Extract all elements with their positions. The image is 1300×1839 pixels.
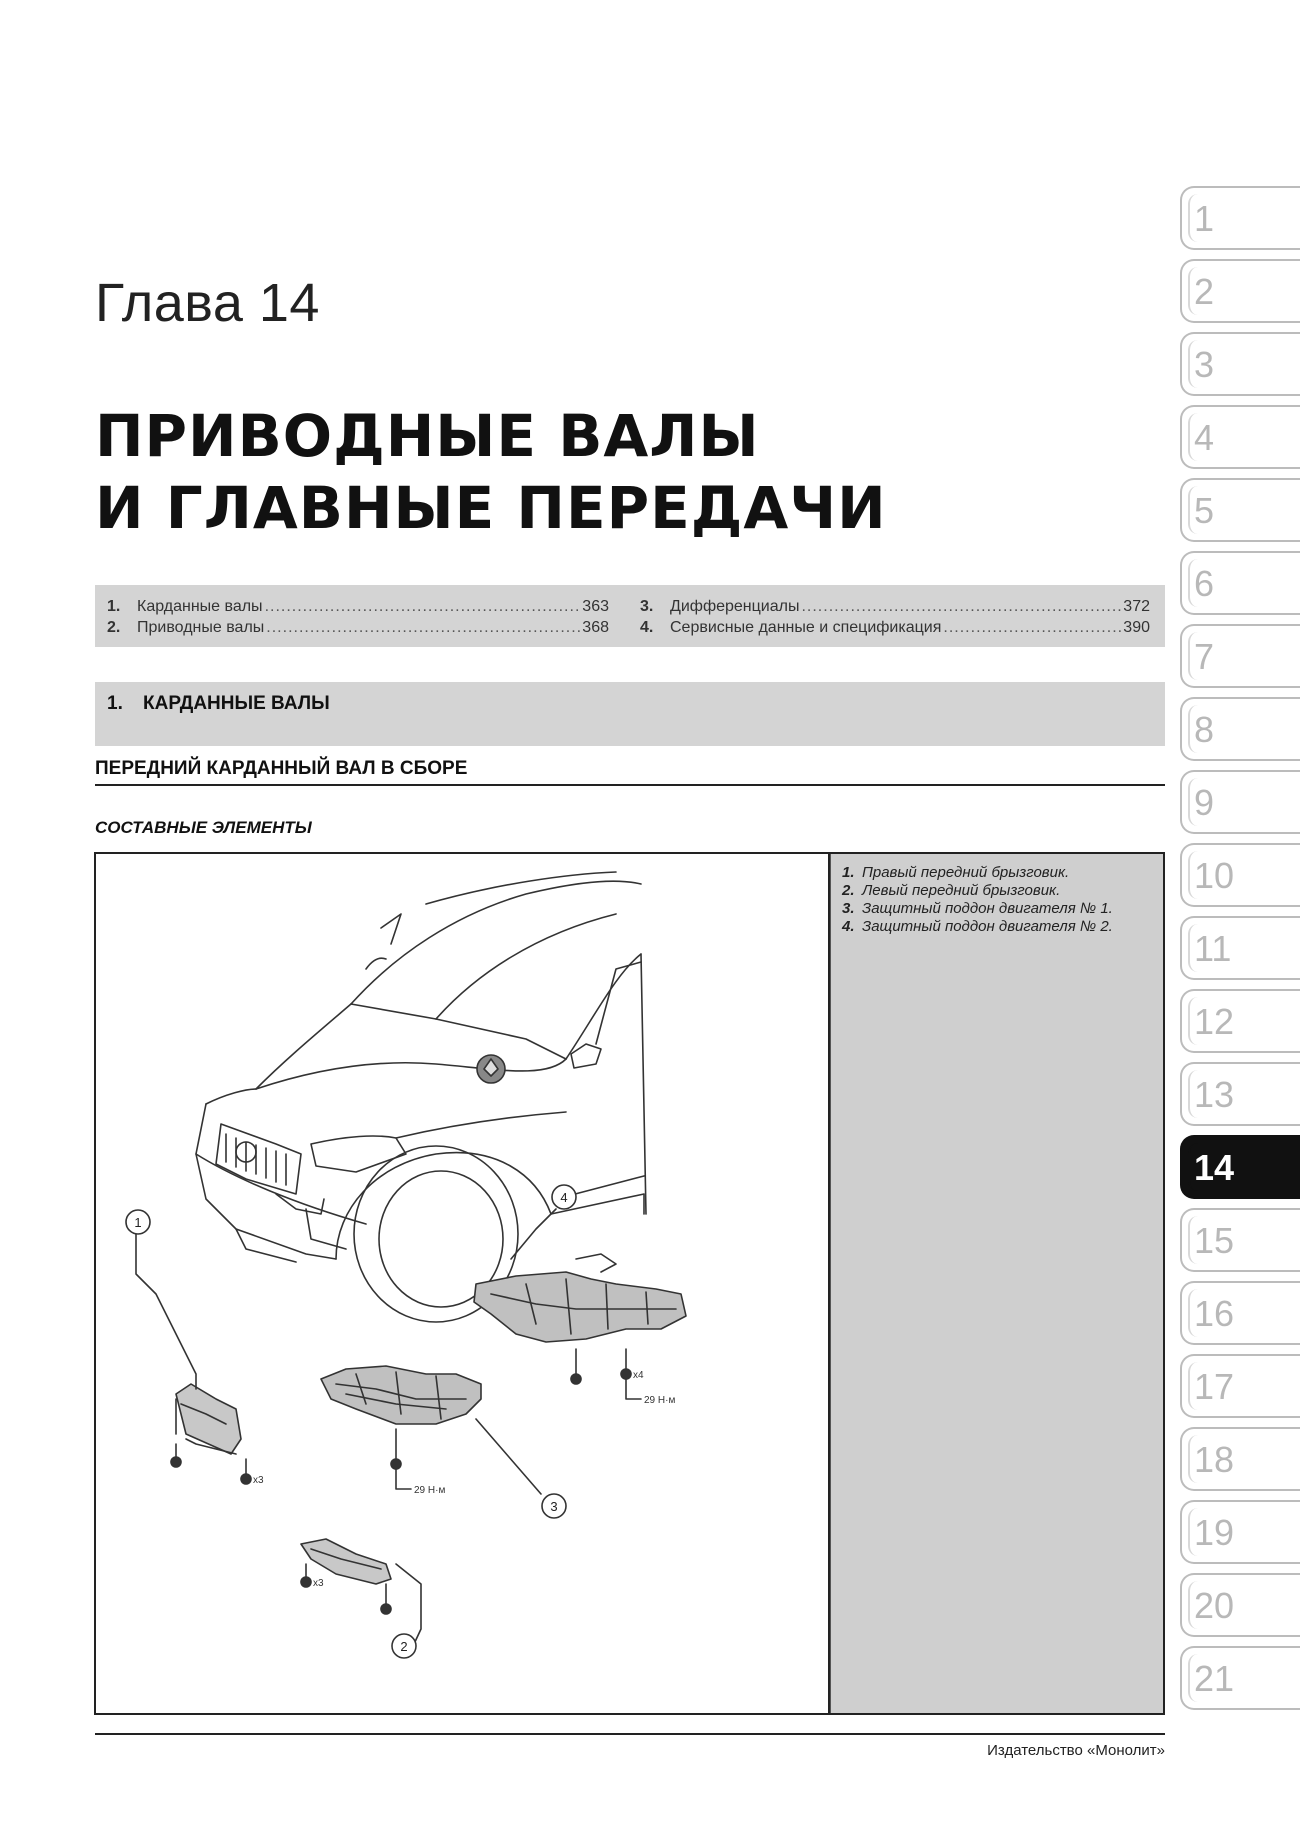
- toc-entry-page: 368: [582, 619, 609, 636]
- subsection-heading: ПЕРЕДНИЙ КАРДАННЫЙ ВАЛ В СБОРЕ: [95, 758, 1165, 786]
- legend-item-text: Защитный поддон двигателя № 2.: [862, 918, 1113, 935]
- chapter-tab-4[interactable]: [1180, 405, 1300, 469]
- chapter-tab-label: 17: [1194, 1366, 1235, 1407]
- part-2-left-splash-shield: [301, 1539, 391, 1614]
- chapter-tab-8[interactable]: [1180, 697, 1300, 761]
- callout-number: 4: [560, 1190, 568, 1205]
- legend-item: [842, 864, 1151, 882]
- callout-2: [392, 1634, 416, 1658]
- chapter-tab-5[interactable]: [1180, 478, 1300, 542]
- chapter-title-line-2: И ГЛАВНЫЕ ПЕРЕДАЧИ: [95, 474, 887, 542]
- leader-line-1: [136, 1234, 196, 1389]
- toc-entry[interactable]: [640, 598, 1150, 619]
- legend-item: [842, 882, 1151, 900]
- toc-entry[interactable]: [107, 619, 609, 640]
- chapter-tab-20[interactable]: [1180, 1573, 1300, 1637]
- chapter-tab-label: 16: [1194, 1293, 1235, 1334]
- publisher-credit: Издательство «Монолит»: [987, 1742, 1165, 1759]
- callout-1: [126, 1210, 150, 1234]
- toc-leader-dots: [801, 598, 1121, 616]
- chapter-tabs: [1180, 186, 1300, 1719]
- leader-line-2: [396, 1564, 421, 1644]
- chapter-label: Глава 14: [95, 273, 320, 333]
- chapter-tab-label: 15: [1194, 1220, 1235, 1261]
- chapter-tab-label: 8: [1194, 709, 1215, 750]
- chapter-tab-12[interactable]: [1180, 989, 1300, 1053]
- chapter-tab-label: 12: [1194, 1001, 1235, 1042]
- chapter-tab-11[interactable]: [1180, 916, 1300, 980]
- callout-number: 2: [400, 1639, 408, 1654]
- section-title: КАРДАННЫЕ ВАЛЫ: [143, 693, 330, 714]
- part-4-engine-under-cover-2: [474, 1254, 686, 1399]
- legend-item-text: Правый передний брызговик.: [862, 864, 1070, 881]
- vehicle-outline: [196, 872, 646, 1322]
- chapter-tab-19[interactable]: [1180, 1500, 1300, 1564]
- chapter-tab-label: 21: [1194, 1658, 1235, 1699]
- chapter-tab-21[interactable]: [1180, 1646, 1300, 1710]
- chapter-tab-label: 20: [1194, 1585, 1235, 1626]
- qty-annotation: x3: [253, 1475, 264, 1486]
- chapter-tab-7[interactable]: [1180, 624, 1300, 688]
- chapter-title-line-1: ПРИВОДНЫЕ ВАЛЫ: [95, 402, 760, 470]
- toc-leader-dots: [266, 619, 580, 637]
- part-1-right-splash-shield: [171, 1384, 251, 1484]
- chapter-tab-15[interactable]: [1180, 1208, 1300, 1272]
- toc-entry-number: 3.: [640, 598, 654, 615]
- part-3-engine-under-cover-1: [321, 1366, 481, 1489]
- chapter-tab-6[interactable]: [1180, 551, 1300, 615]
- toc-entry-title: Дифференциалы: [670, 598, 800, 615]
- chapter-tab-9[interactable]: [1180, 770, 1300, 834]
- toc-entry-page: 372: [1123, 598, 1150, 615]
- legend-item-number: 1.: [842, 864, 855, 881]
- chapter-tab-label: 11: [1194, 928, 1232, 969]
- callout-number: 1: [134, 1215, 142, 1230]
- chapter-tab-13[interactable]: [1180, 1062, 1300, 1126]
- toc-entry-number: 1.: [107, 598, 121, 615]
- chapter-tab-label: 9: [1194, 782, 1215, 823]
- table-of-contents: [95, 585, 1165, 647]
- legend-item-number: 2.: [842, 882, 855, 899]
- chapter-tab-3[interactable]: [1180, 332, 1300, 396]
- chapter-tab-18[interactable]: [1180, 1427, 1300, 1491]
- toc-leader-dots: [943, 619, 1121, 637]
- chapter-tab-label: 13: [1194, 1074, 1235, 1115]
- section-heading: [95, 682, 1165, 746]
- callout-4: [552, 1185, 576, 1209]
- chapter-title: [95, 400, 887, 544]
- chapter-tab-2[interactable]: [1180, 259, 1300, 323]
- parts-heading: СОСТАВНЫЕ ЭЛЕМЕНТЫ: [95, 818, 312, 837]
- legend-item: [842, 918, 1151, 936]
- chapter-tab-14-active[interactable]: [1180, 1135, 1300, 1199]
- chapter-tab-label: 1: [1194, 198, 1215, 239]
- toc-entry[interactable]: [640, 619, 1150, 640]
- qty-annotation: x4: [633, 1370, 644, 1381]
- callout-number: 3: [550, 1499, 558, 1514]
- toc-leader-dots: [265, 598, 581, 616]
- vehicle-underbody-illustration: [96, 854, 826, 1713]
- components-figure: [94, 852, 1165, 1715]
- chapter-tab-label: 10: [1194, 855, 1235, 896]
- chapter-tab-label: 14: [1194, 1147, 1235, 1188]
- chapter-tab-label: 18: [1194, 1439, 1235, 1480]
- section-number: 1.: [107, 693, 123, 714]
- chapter-tab-label: 4: [1194, 417, 1215, 458]
- footer-divider: [95, 1733, 1165, 1735]
- chapter-tab-16[interactable]: [1180, 1281, 1300, 1345]
- legend-item-text: Левый передний брызговик.: [862, 882, 1061, 899]
- callout-3: [542, 1494, 566, 1518]
- chapter-tab-label: 2: [1194, 271, 1215, 312]
- legend-item-number: 4.: [842, 918, 855, 935]
- legend-item: [842, 900, 1151, 918]
- parts-legend: [828, 854, 1163, 1713]
- legend-item-number: 3.: [842, 900, 855, 917]
- toc-entry-number: 4.: [640, 619, 654, 636]
- torque-annotation: 29 Н·м: [644, 1395, 676, 1406]
- toc-entry-number: 2.: [107, 619, 121, 636]
- qty-annotation: x3: [313, 1578, 324, 1589]
- chapter-tab-10[interactable]: [1180, 843, 1300, 907]
- chapter-tab-17[interactable]: [1180, 1354, 1300, 1418]
- torque-annotation: 29 Н·м: [414, 1485, 446, 1496]
- chapter-tab-label: 19: [1194, 1512, 1235, 1553]
- chapter-tab-label: 5: [1194, 490, 1215, 531]
- toc-entry-title: Карданные валы: [137, 598, 263, 615]
- chapter-tab-label: 3: [1194, 344, 1215, 385]
- toc-entry[interactable]: [107, 598, 609, 619]
- chapter-tab-label: 6: [1194, 563, 1215, 604]
- toc-entry-title: Сервисные данные и спецификация: [670, 619, 942, 636]
- chapter-tab-label: 7: [1194, 636, 1215, 677]
- toc-entry-page: 390: [1123, 619, 1150, 636]
- legend-item-text: Защитный поддон двигателя № 1.: [862, 900, 1113, 917]
- toc-entry-title: Приводные валы: [137, 619, 265, 636]
- chapter-tab-1[interactable]: [1180, 186, 1300, 250]
- toc-entry-page: 363: [582, 598, 609, 615]
- leader-line-3: [476, 1419, 541, 1494]
